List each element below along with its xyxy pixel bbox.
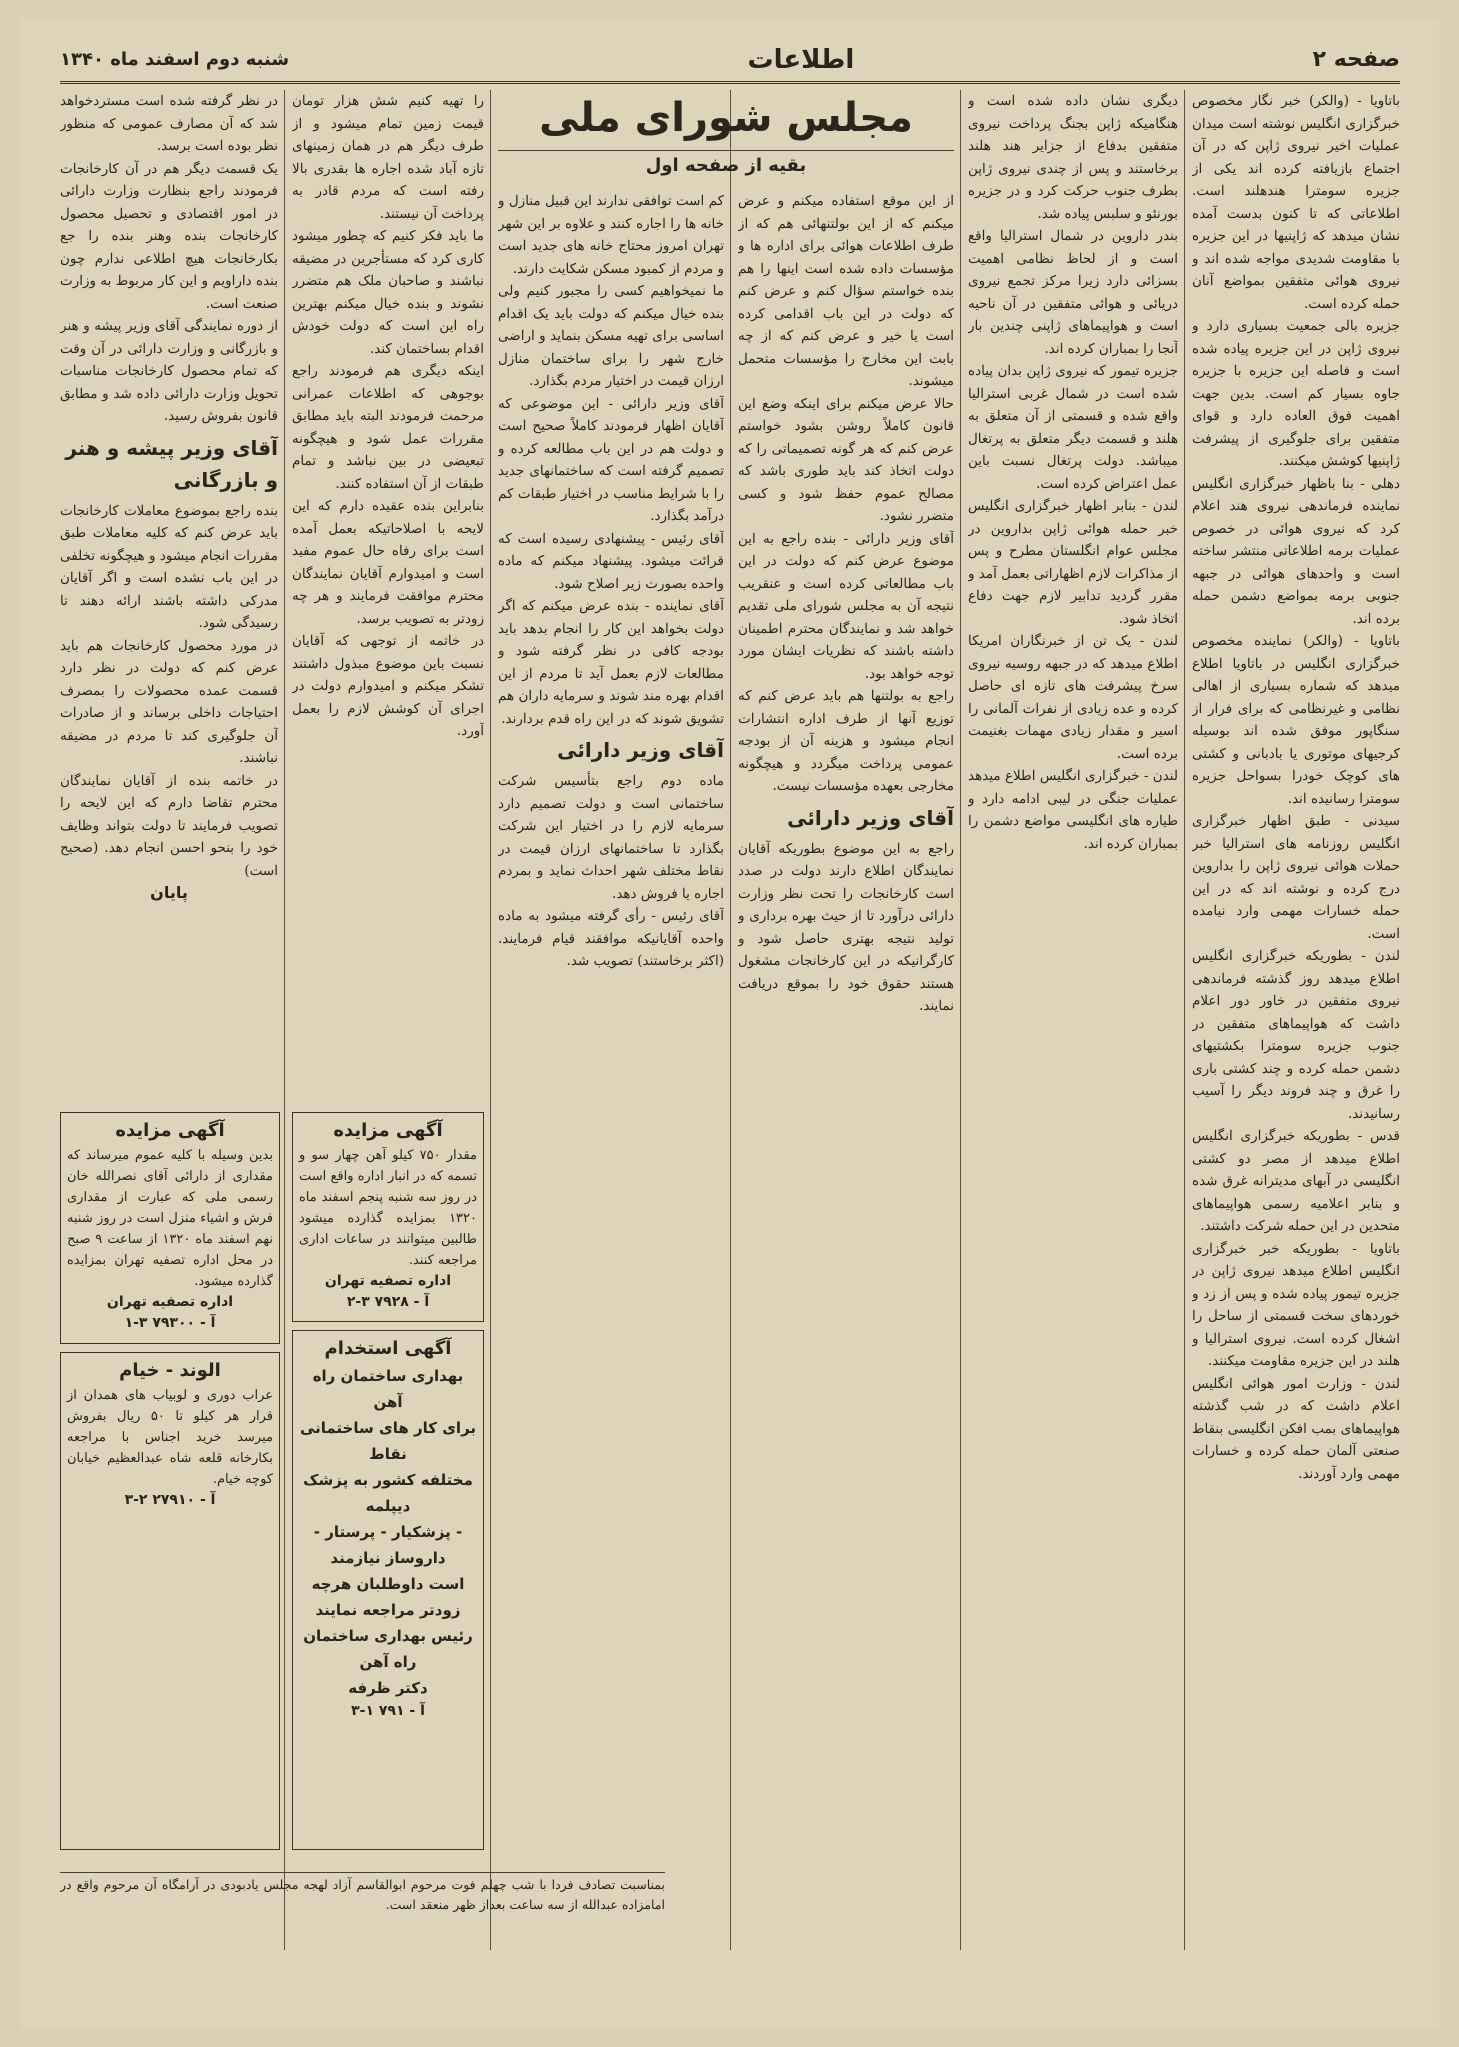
ad-code: آ - ۷۹۲۸ ۳-۲ xyxy=(346,1294,430,1310)
ad-code: آ - ۷۹۱ ۱-۳ xyxy=(351,1703,425,1719)
news-item: لندن - یک تن از خبرنگاران امریکا اطلاع میدهد که در جبهه روسیه نیروی سرخ پیشرفت های تازه ای حاصل کرده و عده زیادی از نفرات آلمانی را اسیر و مقدار زیادی مهمات بغنیمت برده است. xyxy=(968,633,1178,762)
newspaper-title: اطلاعات xyxy=(747,44,855,75)
article-paragraph: ما باید فکر کنیم که چطور میشود کاری کرد که مستأجرین در مضیقه نباشند و صاحبان ملک هم متضرر نشوند و بنده خیال میکنم بهترین راه این است که دولت خودش اقدام بساختمان کند. xyxy=(292,228,484,357)
article-paragraph: راجع به بولتنها هم باید عرض کنم که توزیع آنها از طرف اداره انتشارات انجام میشود و هزینه آن از بودجه عمومی پرداخت میگردد و هیچگونه مخارجی بعهده مؤسسات نیست. xyxy=(738,688,954,794)
ad-title: آگهی مزایده xyxy=(333,1120,443,1141)
article-paragraph: در خاتمه بنده از آقایان نمایندگان محترم تقاضا دارم که این لایحه را تصویب فرمایند تا دولت بتواند وظایف خود را بنحو احسن انجام دهد. (صحیح است) xyxy=(60,772,278,879)
news-item: جزیره بالی جمعیت بسیاری دارد و نیروی ژاپن در این جزیره پیاده شده است و فاصله این جزیره با جزیره جاوه بسیار کم است. بدین جهت اهمیت فوق العاده دارد و قوای متفقین برای جلوگیری از پیشرفت ژاپنیها کوشش میکنند. xyxy=(1192,318,1400,469)
product-notice xyxy=(60,1352,280,1850)
ad-body: بدین وسیله با کلیه عموم میرساند که مقداری از دارائی آقای نصرالله خان رسمی ملی که عبارت از مقداری فرش و اشیاء منزل است در روز شنبه نهم اسفند ماه ۱۳۲۰ از ساعت ۹ صبح در محل اداره تصفیه تهران بمزایده گذارده میشود. xyxy=(67,1148,273,1289)
article-paragraph: ماده دوم راجع بتأسیس شرکت ساختمانی است و دولت تصمیم دارد سرمایه لازم را در اختیار این شرکت بگذارد تا ساختمانهای ارزان قیمت در نقاط مختلف شهر احداث نماید و بمردم اجاره یا فروش دهد. xyxy=(498,773,724,902)
news-item: جزیره تیمور که نیروی ژاپن بدان پیاده شده است در شمال غربی استرالیا واقع شده و قسمتی از آن متعلق به هلند و قسمت دیگر متعلق به پرتغال میباشد. دولت پرتغال نسبت باین عمل اعتراض کرده است. xyxy=(968,363,1178,492)
news-item: باتاویا - بطوریکه خبر خبرگزاری انگلیس اطلاع میدهد نیروی ژاپن در جزیره تیمور پیاده شده و پس از زد و خوردهای سخت قسمتی از ساحل را اشغال کرده است. نیروی استرالیا و هلند در این جزیره مقاومت میکنند. xyxy=(1192,1240,1400,1369)
news-column-2 xyxy=(968,90,1178,1910)
article-continuation: بقیه از صفحه اول xyxy=(645,155,807,176)
column-rule xyxy=(490,90,491,1950)
article-paragraph: آقای رئیس - پیشنهادی رسیده است که قرائت میشود. پیشنهاد میکنم که ماده واحده بصورت زیر اصلاح شود. xyxy=(498,530,724,592)
ad-body: مقدار ۷۵۰ کیلو آهن چهار سو و تسمه که در انبار اداره واقع است در روز سه شنبه پنجم اسفند ماه ۱۳۲۰ بمزایده گذارده میشود طالبین میتوانند در ساعات اداری مراجعه کنند. xyxy=(299,1148,478,1268)
parliament-column-6 xyxy=(60,90,278,1105)
column-rule xyxy=(284,90,285,1950)
ad-line: است داوطلبان هرچه زودتر مراجعه نمایند xyxy=(311,1575,465,1619)
ad-line: مختلفه کشور به پزشک دیپلمه xyxy=(303,1471,473,1515)
ad-title: آگهی استخدام xyxy=(324,1338,452,1359)
article-paragraph: آقای وزیر دارائی - بنده راجع به این موضوع عرض کنم که دولت در این باب مطالعاتی کرده است و عنقریب نتیجه آن به مجلس شورای ملی تقدیم خواهد شد و نمایندگان محترم اطمینان داشته باشند که نظریات ایشان مورد توجه خواهد بود. xyxy=(738,530,954,682)
article-paragraph: یک قسمت دیگر هم در آن کارخانجات فرمودند راجع بنظارت وزارت دارائی در امور اقتصادی و تحصیل محصول کارخانجات بنده وهنر بنده را جع بکارخانجات هیچ اطلاعی ندارم چون بنده داراویم و این کار مربوط به وزارت صنعت است. xyxy=(60,160,278,312)
news-item: باتاویا - (والکر) خبر نگار مخصوص خبرگزاری انگلیس نوشته است میدان عملیات اخیر نیروی ژاپن که در آن اجتماع بازیافته کرده اند یکی از جزیره سومترا هندهلند است. اطلاعاتی که تا کنون بدست آمده نشان میدهد که ژاپنیها در این جزیره با مقاومت شدیدی مواجه شده اند و نیروی هوائی متفقین بمواضع آنان حمله کرده است. xyxy=(1192,93,1400,312)
article-paragraph: بنده راجع بموضوع معاملات کارخانجات باید عرض کنم که کلیه معاملات طبق مقررات انجام میشود و هیچگونه تخلفی در این باب نشده است و اگر آقایان مدرکی داشته باشند ارائه دهند تا رسیدگی شود. xyxy=(60,502,278,631)
speaker-heading: آقای وزیر پیشه و هنر و بازرگانی xyxy=(65,435,278,492)
column-rule xyxy=(1184,90,1185,1950)
ad-title: الوند - خیام xyxy=(119,1360,221,1381)
article-paragraph: راجع به این موضوع بطوریکه آقایان نمایندگان اطلاع دارند دولت در صدد است کارخانجات را تحت نظر وزارت دارائی درآورد تا از حیث بهره برداری و تولید نتیجه بهتری حاصل شود و کارگرانیکه در این کارخانجات مشغول هستند حقوق خود را بموقع دریافت نمایند. xyxy=(738,840,954,1014)
ad-line: برای کار های ساختمانی نقاط xyxy=(299,1419,477,1463)
ad-line: دکتر ظرفه xyxy=(348,1679,428,1697)
news-item: دیگری نشان داده شده است و هنگامیکه ژاپن بجنگ پرداخت نیروی متفقین بدفاع از جزایر هند هلند برخاستند و پس از چندی نیروی ژاپن بطرف جنوب حرکت کرد و در جزیره بورنئو و سلبس پیاده شد. xyxy=(968,93,1178,222)
issue-date: شنبه دوم اسفند ماه ۱۳۴۰ xyxy=(60,49,290,70)
news-item: لندن - خبرگزاری انگلیس اطلاع میدهد عملیات جنگی در لیبی ادامه دارد و طیاره های انگلیسی مواضع دشمن را بمباران کرده اند. xyxy=(968,768,1178,852)
article-paragraph: کم است توافقی ندارند این قبیل منازل و خانه ها را اجاره کنند و علاوه بر این شهر تهران امروز محتاج خانه های جدید است و مردم از کمبود مسکن شکایت دارند. xyxy=(498,193,724,277)
column-rule xyxy=(730,90,731,1950)
article-headline: مجلس شورای ملی xyxy=(498,90,954,151)
auction-notice-1 xyxy=(60,1112,280,1344)
ad-signature: اداره تصفیه تهران xyxy=(106,1294,234,1310)
news-item: دهلی - بنا باظهار خبرگزاری انگلیس نماینده فرماندهی نیروی هند اعلام کرد که نیروی هوائی در خصوص عملیات برمه اطلاعاتی منتشر ساخته است و واحدهای هوائی در جبهه جنوبی برمه بمواضع دشمن حمله برده اند. xyxy=(1192,475,1400,627)
news-item: قدس - بطوریکه خبرگزاری انگلیس اطلاع میدهد از مصر دو کشتی انگلیسی در آبهای مدیترانه غرق شده و بنابر اعلامیه رسمی هواپیماهای متحدین در این حمله شرکت داشتند. xyxy=(1192,1128,1400,1234)
news-item: لندن - وزارت امور هوائی انگلیس اعلام داشت که در شب گذشته هواپیماهای بمب افکن انگلیسی بنقاط صنعتی آلمان حمله کرده و خسارات مهمی وارد آوردند. xyxy=(1192,1375,1400,1482)
news-column-1 xyxy=(1192,90,1400,1910)
page-number: صفحه ۲ xyxy=(1312,47,1400,72)
article-paragraph: از دوره نمایندگی آقای وزیر پیشه و هنر و بازرگانی و وزارت دارائی در آن وقت که تمام محصول کارخانجات مناسبات تحویل وزارت دارائی داده شد و مطابق قانون بفروش رسید. xyxy=(60,318,278,424)
ad-signature: اداره تصفیه تهران xyxy=(324,1273,452,1289)
ad-line: رئیس بهداری ساختمان راه آهن xyxy=(303,1627,473,1671)
speaker-heading: آقای وزیر دارائی xyxy=(787,805,954,830)
article-paragraph: حالا عرض میکنم برای اینکه وضع این قانون کاملاً روشن بشود خواستم عرض کنم که هر گونه تصمیماتی را که دولت اتخاذ کند باید طوری باشد که مصالح عموم حفظ شود و کسی متضرر نشود. xyxy=(738,395,954,524)
article-paragraph: ما نمیخواهیم کسی را مجبور کنیم ولی بنده خیال میکنم که دولت باید یک اقدام اساسی برای تهیه مسکن بنماید و اراضی خارج شهر را برای ساختمان منازل ارزان قیمت در اختیار مردم بگذارد. xyxy=(498,283,724,389)
speaker-heading: آقای وزیر دارائی xyxy=(557,738,724,762)
news-item: باتاویا - (والکر) نماینده مخصوص خبرگزاری انگلیس در باتاویا اطلاع میدهد که شماره بسیاری از اهالی نظامی و غیرنظامی که برای فرار از سنگاپور موفق شده اند بوسیله کرجیهای موتوری یا بادبانی و کشتی های کوچک خودرا بسواحل جزیره سومترا رسانیده اند. xyxy=(1192,633,1400,807)
ad-title: آگهی مزایده xyxy=(115,1120,225,1141)
employment-notice xyxy=(292,1330,484,1850)
article-paragraph: از این موقع استفاده میکنم و عرض میکنم که از این بولتنهائی هم که از طرف اطلاعات هوائی برای اداره ها و مؤسسات داده شده است اینها را هم بنده خواستم سؤال کنم و عرض کنم که دولت در این باب اقدامی کرده است یا خیر و عرض کنم که از چه بابت این مخارج را مؤسسات متحمل میشوند. xyxy=(738,193,954,389)
parliament-column-5 xyxy=(292,90,484,1105)
article-paragraph: آقای نماینده - بنده عرض میکنم که اگر دولت بخواهد این کار را انجام بدهد باید بودجه کافی در نظر گرفته شود و مطالعات لازم بعمل آید تا مردم از این اقدام بهره مند شوند و سرمایه داران هم تشویق شوند که در این راه قدم بردارند. xyxy=(498,598,724,727)
news-item: بندر داروین در شمال استرالیا واقع است و از لحاظ نظامی اهمیت بسزائی دارد زیرا مرکز تجمع نیروی دریائی و هوائی متفقین در آن ناحیه است و هواپیماهای ژاپنی چندین بار آنجا را بمباران کرده اند. xyxy=(968,228,1178,357)
ad-code: آ - ۷۹۳۰۰ ۳-۱ xyxy=(124,1315,216,1331)
news-item: لندن - بطوریکه خبرگزاری انگلیس اطلاع میدهد روز گذشته فرماندهی نیروی متفقین در خاور دور اعلام داشت که هواپیماهای متفقین در جنوب جزیره سومترا بکشتیهای دشمن حمله کرده و چند کشتی باری را غرق و چند فروند دیگر را آسیب رسانیدند. xyxy=(1192,948,1400,1122)
column-rule xyxy=(960,90,961,1950)
article-paragraph: اینکه دیگری هم فرمودند راجع بوجوهی که اطلاعات عمرانی مرحمت فرمودند البته باید مطابق مقررات عمل شود و هیچگونه تبعیضی در بین نباشد و تمام طبقات از آن استفاده کنند. xyxy=(292,363,484,492)
memorial-notice: بمناسبت تصادف فردا با شب چهلم فوت مرحوم ابوالقاسم آزاد لهجه مجلس یادبودی در آرامگاه آن مرحوم واقع در امامزاده عبدالله از سه ساعت بعداز ظهر منعقد است. xyxy=(60,1872,665,1916)
masthead xyxy=(60,38,1400,84)
article-end-mark: پایان xyxy=(150,883,188,902)
ad-line: بهداری ساختمان راه آهن xyxy=(312,1367,464,1411)
ad-body: عراب دوری و لوبیاب های همدان از قرار هر کیلو تا ۵۰ ریال بفروش میرسد خرید اجناس با مراجعه بکارخانه قلعه شاه عبدالعظیم خیابان کوچه خیام. xyxy=(67,1388,273,1487)
article-paragraph: در نظر گرفته شده است مستردخواهد شد که آن مصارف عمومی که منظور نظر بوده است برسد. xyxy=(60,93,278,154)
parliament-column-3 xyxy=(738,190,954,1910)
article-paragraph: را تهیه کنیم شش هزار تومان قیمت زمین تمام میشود و از طرف دیگر هم در همان زمینهای تازه آباد شده اجاره ها بقدری بالا رفته است که مردم قادر به پرداخت آن نیستند. xyxy=(292,93,484,222)
parliament-column-4 xyxy=(498,190,724,1910)
news-item: سیدنی - طبق اظهار خبرگزاری انگلیس روزنامه های استرالیا خبر حملات هوائی نیروی ژاپن را بداروین درج کرده و نوشته اند که در این حمله خسارات مهمی وارد نیامده است. xyxy=(1192,813,1400,942)
article-paragraph: آقای رئیس - رأی گرفته میشود به ماده واحده آقایانیکه موافقند قیام فرمایند. (اکثر برخاستند) تصویب شد. xyxy=(498,908,724,969)
article-paragraph: در مورد محصول کارخانجات هم باید عرض کنم که دولت در نظر دارد قسمت عمده محصولات را بمصرف احتیاجات داخلی برساند و از صادرات آن جلوگیری کند تا مردم در مضیقه نباشند. xyxy=(60,637,278,766)
article-paragraph: آقای وزیر دارائی - این موضوعی که آقایان اظهار فرمودند کاملاً صحیح است و دولت هم در این باب مطالعه کرده و تصمیم گرفته است که ساختمانهای جدید را با شرایط مناسب در اختیار طبقات کم درآمد بگذارد. xyxy=(498,395,724,524)
ad-code: آ - ۲۷۹۱۰ ۲-۳ xyxy=(124,1492,216,1508)
ad-line: - پزشکیار - پرستار - داروساز نیازمند xyxy=(313,1523,463,1567)
article-paragraph: در خاتمه از توجهی که آقایان نسبت باین موضوع مبذول داشتند تشکر میکنم و امیدوارم دولت در اجرای آن کوشش لازم را بعمل آورد. xyxy=(292,633,484,739)
news-item: لندن - بنابر اظهار خبرگزاری انگلیس خبر حمله هوائی ژاپن بداروین در مجلس عوام انگلستان مطرح و پس از مذاکرات لازم اظهاراتی بعمل آمد و مقرر گردید تدابیر لازم جهت دفاع اتخاذ شود. xyxy=(968,498,1178,627)
article-paragraph: بنابراین بنده عقیده دارم که این لایحه با اصلاحاتیکه بعمل آمده است برای رفاه حال عموم مفید است و امیدوارم آقایان نمایندگان محترم موافقت فرمایند و هر چه زودتر به تصویب برسد. xyxy=(292,498,484,627)
auction-notice-2 xyxy=(292,1112,484,1322)
